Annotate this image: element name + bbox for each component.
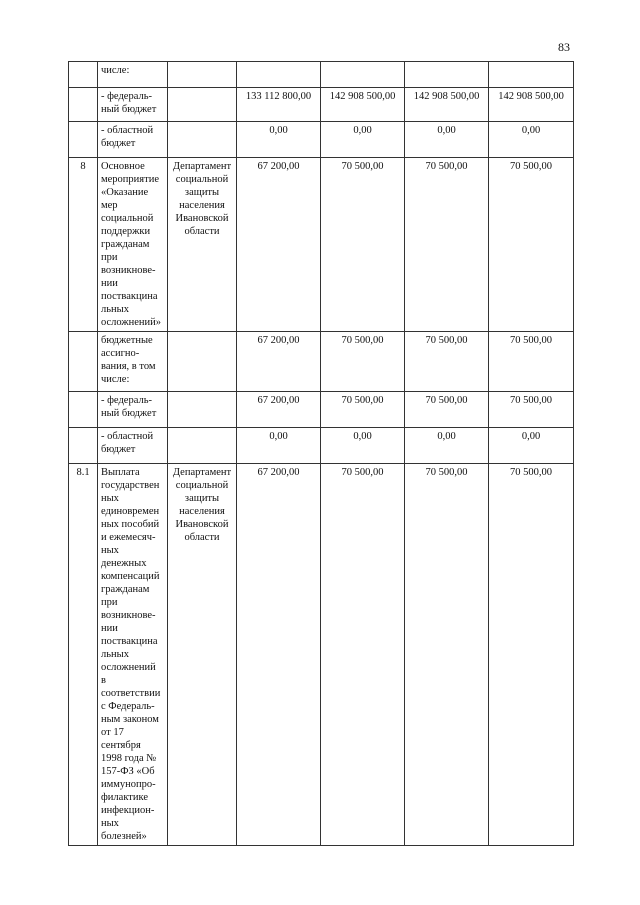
row-department-cell: Департамент социальной защиты населения Ивановской области: [168, 158, 237, 332]
row-value-cell: 70 500,00: [489, 392, 574, 428]
row-value-cell: 142 908 500,00: [489, 88, 574, 122]
table-row: [69, 392, 574, 428]
row-value-cell: 0,00: [489, 428, 574, 464]
table-row: [69, 332, 574, 392]
row-number-cell: [69, 88, 98, 122]
table-row: [69, 88, 574, 122]
row-number-cell: [69, 392, 98, 428]
row-value-cell: 0,00: [489, 122, 574, 158]
row-value-cell: 142 908 500,00: [405, 88, 489, 122]
row-department-cell: [168, 88, 237, 122]
row-value-cell: [489, 62, 574, 88]
row-value-cell: 70 500,00: [321, 392, 405, 428]
table-row: [69, 428, 574, 464]
row-value-cell: [405, 62, 489, 88]
row-name-cell: - федераль- ный бюджет: [98, 392, 168, 428]
row-value-cell: 70 500,00: [405, 392, 489, 428]
row-name-cell: - областной бюджет: [98, 122, 168, 158]
row-number-cell: [69, 332, 98, 392]
row-value-cell: 70 500,00: [321, 332, 405, 392]
row-value-cell: 67 200,00: [237, 158, 321, 332]
table-row: [69, 464, 574, 846]
row-value-cell: 142 908 500,00: [321, 88, 405, 122]
row-name-cell: Основное мероприятие «Оказание мер социальной поддержки гражданам при возникнове- нии поствакцина льных осложнений»: [98, 158, 168, 332]
row-department-cell: [168, 428, 237, 464]
row-value-cell: 67 200,00: [237, 392, 321, 428]
row-name-cell: - федераль- ный бюджет: [98, 88, 168, 122]
row-value-cell: 70 500,00: [489, 464, 574, 846]
row-value-cell: [237, 62, 321, 88]
row-value-cell: 70 500,00: [405, 332, 489, 392]
row-value-cell: 70 500,00: [321, 158, 405, 332]
row-value-cell: 70 500,00: [489, 332, 574, 392]
row-department-cell: Департамент социальной защиты населения Ивановской области: [168, 464, 237, 846]
row-value-cell: 67 200,00: [237, 332, 321, 392]
row-value-cell: 70 500,00: [489, 158, 574, 332]
row-department-cell: [168, 122, 237, 158]
row-value-cell: 70 500,00: [405, 464, 489, 846]
row-value-cell: [321, 62, 405, 88]
row-number-cell: 8: [69, 158, 98, 332]
row-value-cell: 70 500,00: [405, 158, 489, 332]
budget-table: [68, 61, 574, 846]
row-value-cell: 67 200,00: [237, 464, 321, 846]
row-number-cell: [69, 122, 98, 158]
row-department-cell: [168, 392, 237, 428]
table-row: [69, 158, 574, 332]
row-name-cell: бюджетные ассигно- вания, в том числе:: [98, 332, 168, 392]
row-department-cell: [168, 332, 237, 392]
page-number: 83: [558, 40, 570, 54]
table-row: [69, 122, 574, 158]
row-number-cell: 8.1: [69, 464, 98, 846]
row-value-cell: 133 112 800,00: [237, 88, 321, 122]
row-department-cell: [168, 62, 237, 88]
row-value-cell: 0,00: [405, 122, 489, 158]
table-row: [69, 62, 574, 88]
row-number-cell: [69, 428, 98, 464]
row-value-cell: 70 500,00: [321, 464, 405, 846]
row-name-cell: числе:: [98, 62, 168, 88]
row-name-cell: Выплата государствен ных единовремен ных пособий и ежемесяч- ных денежных компенсаций гражданам при возникнове- нии поствакцина льных осложнений в соответствии с Федераль- ным законом от 17 сентября 1998 года № 157-ФЗ «Об иммунопро- филактике инфекцион- ных болезней»: [98, 464, 168, 846]
row-value-cell: 0,00: [237, 122, 321, 158]
row-name-cell: - областной бюджет: [98, 428, 168, 464]
row-value-cell: 0,00: [237, 428, 321, 464]
row-value-cell: 0,00: [321, 428, 405, 464]
row-value-cell: 0,00: [405, 428, 489, 464]
row-value-cell: 0,00: [321, 122, 405, 158]
row-number-cell: [69, 62, 98, 88]
